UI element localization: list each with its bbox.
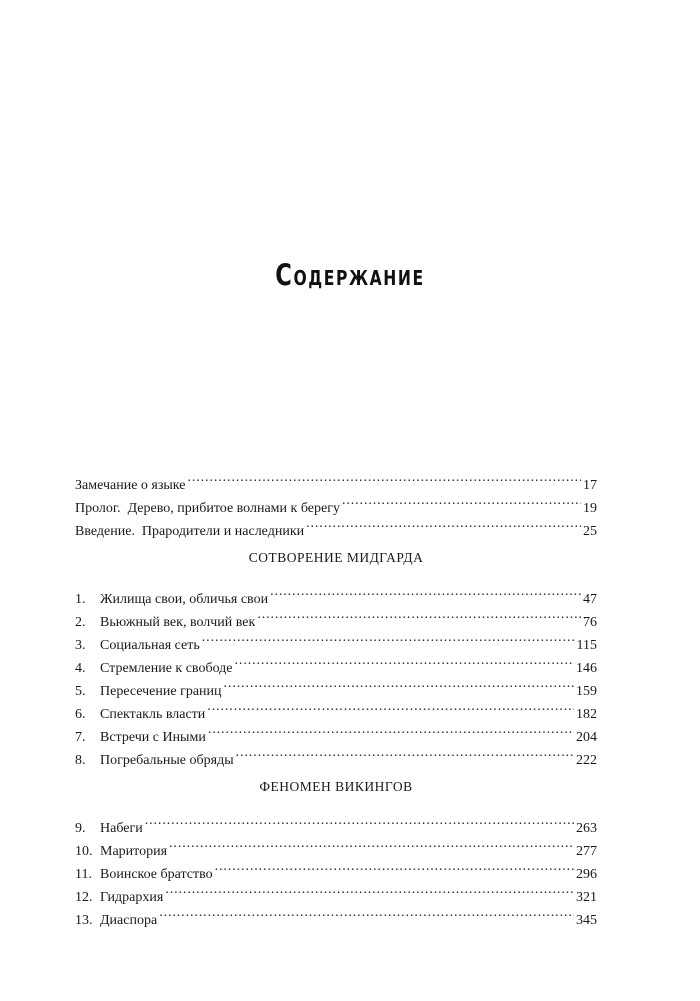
toc-entry-label: Гидрархия — [100, 890, 164, 905]
toc-entry-label: Пролог. Дерево, прибитое волнами к берегу — [75, 501, 340, 516]
toc-entry-page: 204 — [576, 730, 597, 745]
dot-leader — [236, 741, 574, 764]
toc-entry-label: Стремление к свободе — [100, 661, 233, 676]
toc-entry-page: 25 — [583, 524, 597, 539]
part-heading: СОТВОРЕНИЕ МИДГАРДА — [248, 550, 424, 565]
chapter-number: 1. — [75, 592, 86, 607]
toc-entry-page: 159 — [576, 684, 597, 699]
toc-entry-label: Диаспора — [100, 913, 158, 928]
toc-entry-label: Введение. Прародители и наследники — [75, 524, 305, 539]
dot-leader — [342, 489, 581, 512]
dot-leader — [215, 855, 574, 878]
toc-entry-label: Замечание о языке — [75, 478, 186, 493]
toc-entry-page: 345 — [576, 913, 597, 928]
toc-entry-label: Вьюжный век, волчий век — [100, 615, 256, 630]
chapter-number: 3. — [75, 638, 86, 653]
dot-leader — [187, 466, 581, 489]
dot-leader — [165, 878, 574, 901]
toc-entry-page: 47 — [583, 592, 597, 607]
toc-entry-label: Маритория — [100, 844, 168, 859]
dot-leader — [224, 672, 574, 695]
toc-entry-page: 76 — [583, 615, 597, 630]
toc-entry-page: 321 — [576, 890, 597, 905]
toc-entry-label: Пересечение границ — [100, 684, 222, 699]
toc-entry-page: 263 — [576, 821, 597, 836]
part-heading: ФЕНОМЕН ВИКИНГОВ — [259, 779, 413, 794]
toc-entry-page: 296 — [576, 867, 597, 882]
toc-entry-label: Жилища свои, обличья свои — [100, 592, 269, 607]
chapter-number: 2. — [75, 615, 86, 630]
toc-entry-label: Погребальные обряды — [100, 753, 234, 768]
toc-entry[interactable] — [75, 466, 597, 493]
toc-entry-label: Воинское братство — [100, 867, 213, 882]
chapter-number: 4. — [75, 661, 86, 676]
chapter-number: 5. — [75, 684, 86, 699]
dot-leader — [202, 626, 575, 649]
chapter-number: 8. — [75, 753, 86, 768]
page-title: Содержание — [275, 258, 425, 292]
dot-leader — [257, 603, 581, 626]
toc-entry-page: 222 — [576, 753, 597, 768]
dot-leader — [159, 901, 574, 924]
toc-entry-label: Спектакль власти — [100, 707, 206, 722]
chapter-number: 6. — [75, 707, 86, 722]
chapter-number: 13. — [75, 913, 93, 928]
toc-entry-page: 182 — [576, 707, 597, 722]
toc-entry[interactable] — [75, 580, 597, 607]
toc-entry[interactable] — [75, 809, 597, 836]
toc-entry-page: 17 — [583, 478, 597, 493]
toc-entry-label: Набеги — [100, 821, 143, 836]
dot-leader — [270, 580, 581, 603]
dot-leader — [207, 695, 574, 718]
dot-leader — [145, 809, 574, 832]
dot-leader — [208, 718, 574, 741]
chapter-number: 9. — [75, 821, 86, 836]
dot-leader — [306, 512, 581, 535]
chapter-number: 7. — [75, 730, 86, 745]
table-of-contents — [75, 466, 597, 928]
toc-entry-page: 115 — [576, 638, 597, 653]
chapter-number: 11. — [75, 867, 92, 882]
chapter-number: 12. — [75, 890, 93, 905]
toc-entry[interactable] — [75, 832, 597, 859]
toc-entry-page: 19 — [583, 501, 597, 516]
toc-entry-label: Социальная сеть — [100, 638, 200, 653]
toc-entry-page: 277 — [576, 844, 597, 859]
toc-entry-label: Встречи с Иными — [100, 730, 206, 745]
dot-leader — [235, 649, 574, 672]
toc-entry-page: 146 — [576, 661, 597, 676]
dot-leader — [169, 832, 574, 855]
chapter-number: 10. — [75, 844, 93, 859]
